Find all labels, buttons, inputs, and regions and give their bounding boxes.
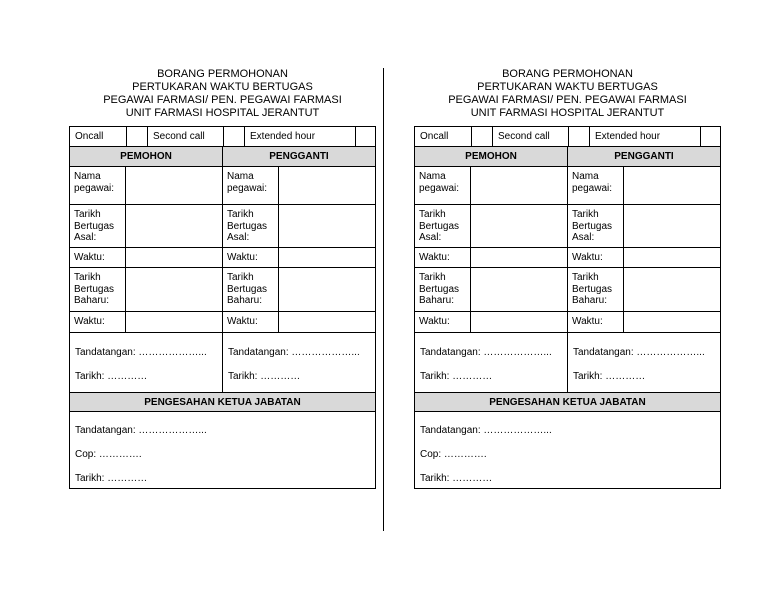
- form-title: [69, 68, 376, 126]
- field-input[interactable]: [471, 248, 567, 267]
- field-label: Tarikh Bertugas Asal:: [568, 205, 624, 247]
- field-row-nama-pegawai: [415, 167, 720, 205]
- field-input[interactable]: [126, 205, 222, 247]
- field-row-waktu-baharu: [70, 312, 375, 333]
- signature-label: Tandatangan: ………………...: [228, 347, 360, 358]
- field-label: Waktu:: [415, 312, 471, 332]
- field-row-waktu-asal: [415, 248, 720, 268]
- extended-hour-checkbox[interactable]: [700, 127, 720, 146]
- field-row-nama-pegawai: [70, 167, 375, 205]
- field-label: Tarikh Bertugas Baharu:: [568, 268, 624, 311]
- shift-type-row: [70, 127, 375, 147]
- field-input[interactable]: [126, 268, 222, 311]
- field-label: Waktu:: [568, 312, 624, 332]
- pemohon-tarikh-bertugas-baharu: [70, 268, 223, 311]
- title-line-1: BORANG PERMOHONAN: [502, 68, 633, 80]
- pemohon-signature[interactable]: [70, 333, 223, 392]
- field-input[interactable]: [126, 312, 222, 332]
- pengganti-header: PENGGANTI: [614, 151, 674, 162]
- pemohon-header: PEMOHON: [415, 147, 568, 166]
- form-left: [69, 68, 376, 489]
- field-label: Nama pegawai:: [70, 167, 126, 204]
- date-label: Tarikh: …………: [228, 371, 301, 382]
- field-label: Tarikh Bertugas Baharu:: [415, 268, 471, 311]
- field-input[interactable]: [471, 167, 567, 204]
- field-row-tarikh-bertugas-baharu: [415, 268, 720, 312]
- approval-cop-label: Cop: ………….: [75, 449, 142, 460]
- extended-hour-label: Extended hour: [595, 131, 661, 142]
- form-table: [69, 126, 376, 489]
- field-label: Waktu:: [70, 312, 126, 332]
- signature-label: Tandatangan: ………………...: [75, 347, 207, 358]
- pengganti-nama-pegawai: [568, 167, 720, 204]
- shift-type-row: [415, 127, 720, 147]
- oncall-checkbox[interactable]: [471, 127, 493, 146]
- field-row-tarikh-bertugas-asal: [415, 205, 720, 248]
- approval-date-label: Tarikh: …………: [420, 473, 493, 484]
- field-input[interactable]: [279, 167, 375, 204]
- title-line-4: UNIT FARMASI HOSPITAL JERANTUT: [470, 107, 665, 119]
- approval-date-label: Tarikh: …………: [75, 473, 148, 484]
- second-call-checkbox[interactable]: [223, 127, 245, 146]
- pemohon-header: PEMOHON: [70, 147, 223, 166]
- title-line-3: PEGAWAI FARMASI/ PEN. PEGAWAI FARMASI: [448, 94, 687, 106]
- field-row-tarikh-bertugas-baharu: [70, 268, 375, 312]
- field-input[interactable]: [471, 312, 567, 332]
- form-title: [414, 68, 721, 126]
- field-input[interactable]: [624, 268, 720, 311]
- pemohon-nama-pegawai: [415, 167, 568, 204]
- field-input[interactable]: [126, 167, 222, 204]
- field-label: Tarikh Bertugas Baharu:: [223, 268, 279, 311]
- oncall-label: Oncall: [420, 131, 449, 142]
- field-label: Nama pegawai:: [568, 167, 624, 204]
- cut-divider-line: [383, 68, 384, 531]
- field-input[interactable]: [471, 268, 567, 311]
- field-label: Waktu:: [223, 312, 279, 332]
- date-label: Tarikh: …………: [75, 371, 148, 382]
- signature-row: [70, 333, 375, 393]
- field-row-waktu-baharu: [415, 312, 720, 333]
- pengganti-waktu-baharu: [568, 312, 720, 332]
- second-call-label: Second call: [153, 131, 205, 142]
- pengganti-waktu-baharu: [223, 312, 375, 332]
- pemohon-nama-pegawai: [70, 167, 223, 204]
- extended-hour-label: Extended hour: [250, 131, 316, 142]
- pemohon-waktu-asal: [70, 248, 223, 267]
- approval-header: PENGESAHAN KETUA JABATAN: [415, 393, 720, 412]
- oncall-checkbox[interactable]: [126, 127, 148, 146]
- pemohon-tarikh-bertugas-baharu: [415, 268, 568, 311]
- title-line-2: PERTUKARAN WAKTU BERTUGAS: [132, 81, 313, 93]
- field-input[interactable]: [279, 312, 375, 332]
- field-input[interactable]: [624, 312, 720, 332]
- extended-hour-checkbox[interactable]: [355, 127, 375, 146]
- pemohon-signature[interactable]: [415, 333, 568, 392]
- field-label: Nama pegawai:: [223, 167, 279, 204]
- oncall-label: Oncall: [75, 131, 104, 142]
- approval-section[interactable]: [70, 412, 375, 488]
- title-line-4: UNIT FARMASI HOSPITAL JERANTUT: [125, 107, 320, 119]
- pengganti-tarikh-bertugas-baharu: [223, 268, 375, 311]
- field-label: Waktu:: [568, 248, 624, 267]
- approval-header: PENGESAHAN KETUA JABATAN: [70, 393, 375, 412]
- pengganti-nama-pegawai: [223, 167, 375, 204]
- title-line-1: BORANG PERMOHONAN: [157, 68, 288, 80]
- signature-label: Tandatangan: ………………...: [573, 347, 705, 358]
- field-input[interactable]: [126, 248, 222, 267]
- field-label: Tarikh Bertugas Baharu:: [70, 268, 126, 311]
- field-label: Waktu:: [70, 248, 126, 267]
- pemohon-waktu-baharu: [415, 312, 568, 332]
- field-input[interactable]: [279, 268, 375, 311]
- date-label: Tarikh: …………: [420, 371, 493, 382]
- pengganti-waktu-asal: [568, 248, 720, 267]
- field-label: Tarikh Bertugas Asal:: [70, 205, 126, 247]
- approval-signature-label: Tandatangan: ………………...: [75, 425, 207, 436]
- field-row-tarikh-bertugas-asal: [70, 205, 375, 248]
- party-header-row: [70, 147, 375, 167]
- field-label: Tarikh Bertugas Asal:: [223, 205, 279, 247]
- signature-label: Tandatangan: ………………...: [420, 347, 552, 358]
- field-input[interactable]: [624, 248, 720, 267]
- pengganti-header: PENGGANTI: [269, 151, 329, 162]
- field-label: Waktu:: [223, 248, 279, 267]
- approval-cop-label: Cop: ………….: [420, 449, 487, 460]
- field-label: Nama pegawai:: [415, 167, 471, 204]
- field-input[interactable]: [279, 248, 375, 267]
- party-header-row: [415, 147, 720, 167]
- field-label: Waktu:: [415, 248, 471, 267]
- title-line-2: PERTUKARAN WAKTU BERTUGAS: [477, 81, 658, 93]
- field-input[interactable]: [471, 205, 567, 247]
- field-input[interactable]: [624, 167, 720, 204]
- second-call-label: Second call: [498, 131, 550, 142]
- pengganti-tarikh-bertugas-baharu: [568, 268, 720, 311]
- pemohon-waktu-asal: [415, 248, 568, 267]
- field-input[interactable]: [624, 205, 720, 247]
- pengganti-signature[interactable]: [223, 333, 375, 392]
- field-label: Tarikh Bertugas Asal:: [415, 205, 471, 247]
- pemohon-waktu-baharu: [70, 312, 223, 332]
- field-input[interactable]: [279, 205, 375, 247]
- second-call-checkbox[interactable]: [568, 127, 590, 146]
- pemohon-tarikh-bertugas-asal: [70, 205, 223, 247]
- approval-signature-label: Tandatangan: ………………...: [420, 425, 552, 436]
- title-line-3: PEGAWAI FARMASI/ PEN. PEGAWAI FARMASI: [103, 94, 342, 106]
- date-label: Tarikh: …………: [573, 371, 646, 382]
- approval-section[interactable]: [415, 412, 720, 488]
- pengganti-tarikh-bertugas-asal: [223, 205, 375, 247]
- field-row-waktu-asal: [70, 248, 375, 268]
- pengganti-signature[interactable]: [568, 333, 720, 392]
- form-table: [414, 126, 721, 489]
- form-right: [414, 68, 721, 489]
- pengganti-waktu-asal: [223, 248, 375, 267]
- signature-row: [415, 333, 720, 393]
- pemohon-tarikh-bertugas-asal: [415, 205, 568, 247]
- pengganti-tarikh-bertugas-asal: [568, 205, 720, 247]
